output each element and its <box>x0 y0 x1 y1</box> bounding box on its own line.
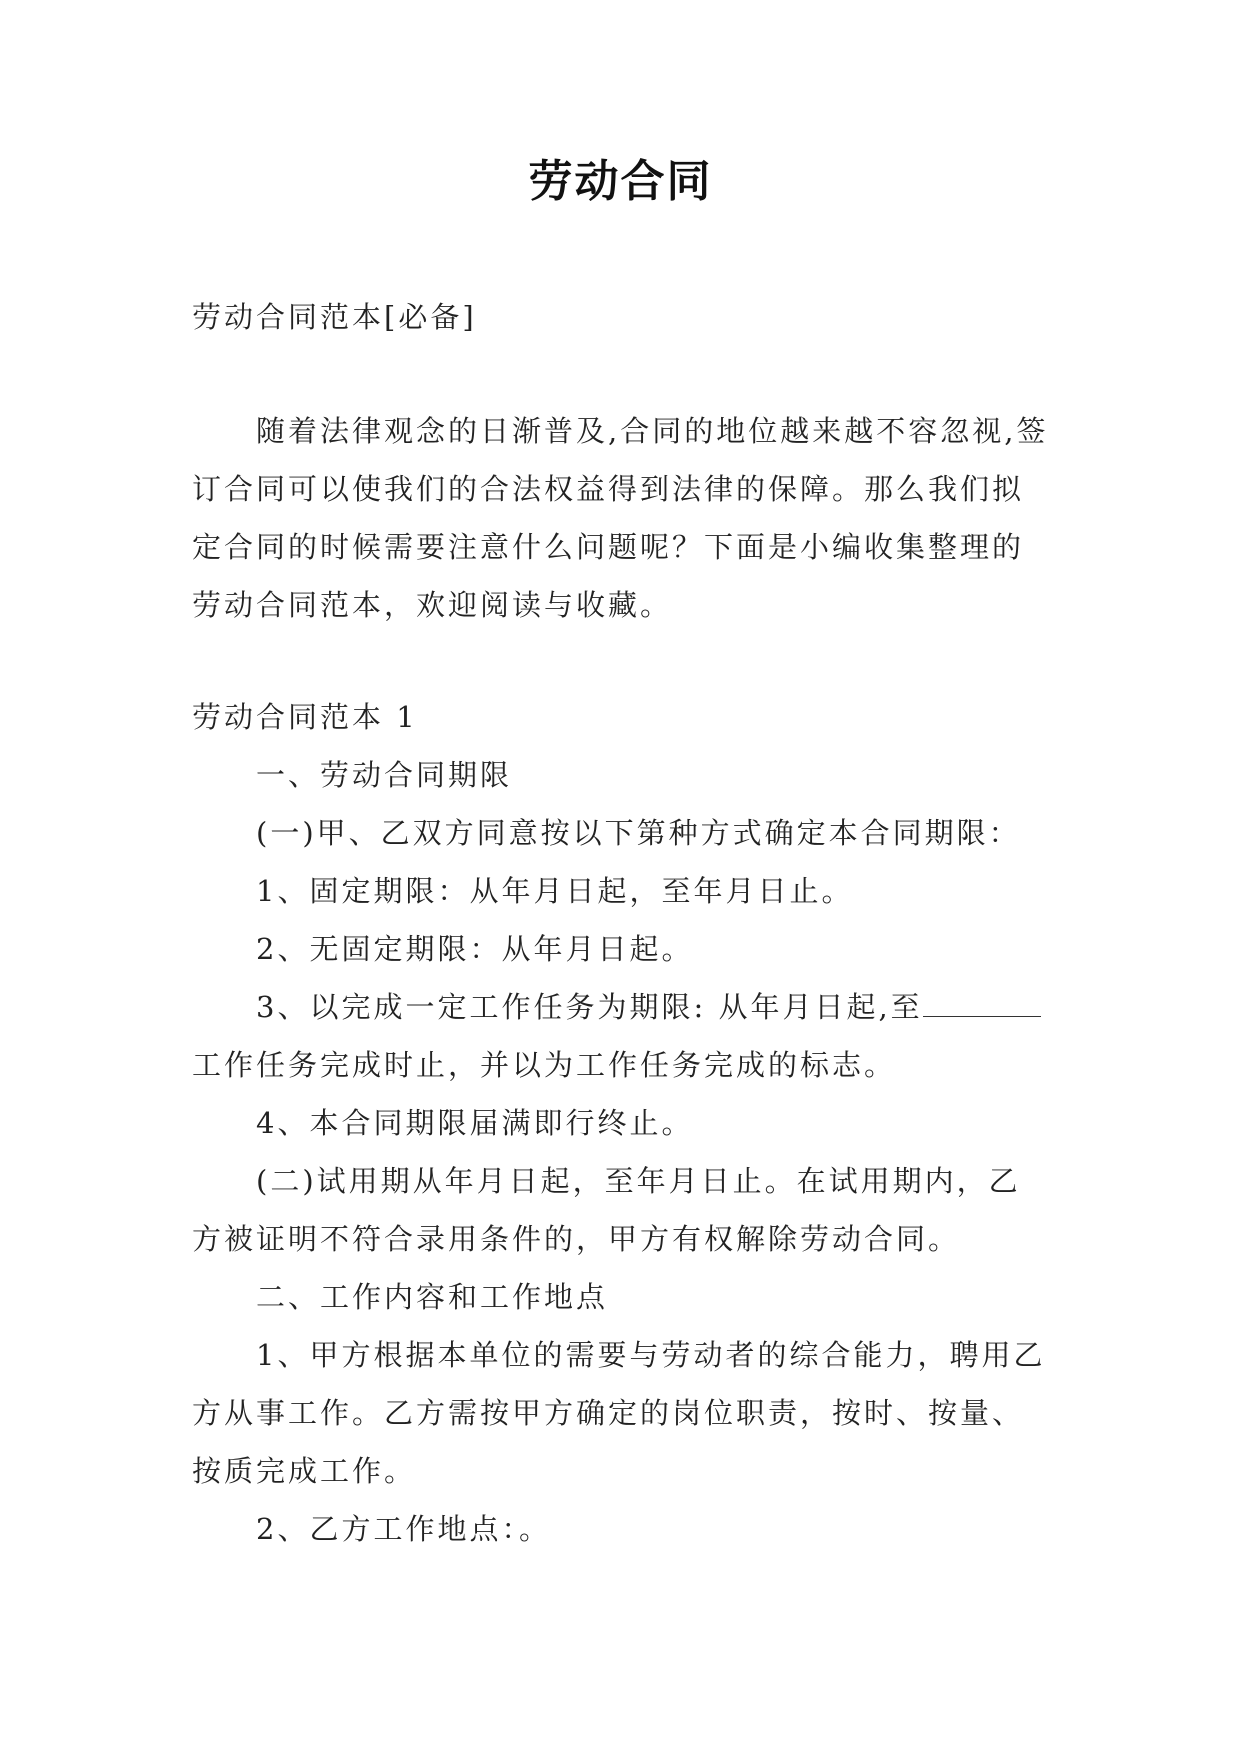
clause-work-location: 2、乙方工作地点：。 <box>256 1512 551 1546</box>
clause-task-term-text: 3、以完成一定工作任务为期限: 从年月日起,至 <box>256 990 923 1024</box>
clause-fixed-term: 1、固定期限：从年月日起，至年月日止。 <box>256 874 854 908</box>
clause-probation: (二)试用期从年月日起，至年月日止。在试用期内，乙方被证明不符合录用条件的，甲方有权解除劳动合同。 <box>192 1164 1021 1256</box>
document-body <box>192 288 1052 1558</box>
intro-paragraph: 随着法律观念的日渐普及,合同的地位越来越不容忽视,签订合同可以使我们的合法权益得到法律的保障。那么我们拟定合同的时候需要注意什么问题呢？下面是小编收集整理的劳动合同范本，欢迎阅读与收藏。 <box>192 414 1049 622</box>
fill-in-blank <box>923 992 1041 1017</box>
document-title: 劳动合同 <box>528 156 713 207</box>
document-subtitle: 劳动合同范本[必备] <box>192 300 477 334</box>
clause-term-heading: 一、劳动合同期限 <box>256 758 513 792</box>
clause-work-heading: 二、工作内容和工作地点 <box>256 1280 609 1314</box>
clause-open-term: 2、无固定期限：从年月日起。 <box>256 932 694 966</box>
clause-task-term <box>192 978 1052 1094</box>
clause-work-content: 1、甲方根据本单位的需要与劳动者的综合能力，聘用乙方从事工作。乙方需按甲方确定的岗位职责，按时、按量、按质完成工作。 <box>192 1338 1046 1488</box>
clause-term-method: (一)甲、乙双方同意按以下第种方式确定本合同期限： <box>256 816 1021 850</box>
clause-term-expiry: 4、本合同期限届满即行终止。 <box>256 1106 694 1140</box>
section-title: 劳动合同范本 1 <box>192 700 418 734</box>
clause-task-term-text-continued: 工作任务完成时止，并以为工作任务完成的标志。 <box>192 1048 897 1082</box>
